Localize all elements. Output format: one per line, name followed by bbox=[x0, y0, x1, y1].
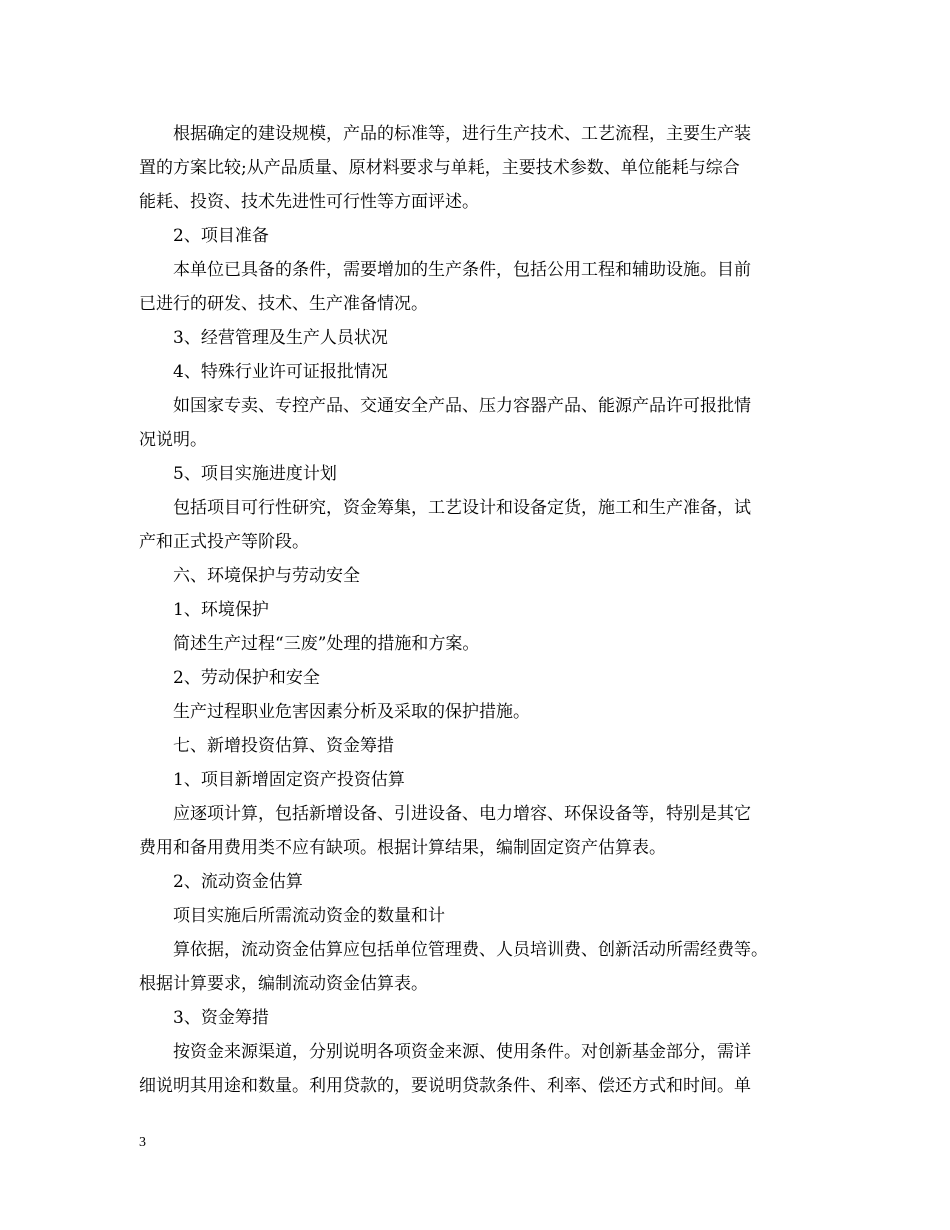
document-line: 2、流动资金估算 bbox=[173, 872, 303, 892]
document-line: 3、经营管理及生产人员状况 bbox=[173, 328, 388, 348]
document-paragraph bbox=[139, 1035, 823, 1103]
document-paragraph bbox=[139, 491, 823, 559]
document-line: 生产过程职业危害因素分析及采取的保护措施。 bbox=[173, 702, 530, 722]
document-paragraph bbox=[139, 933, 823, 1001]
document-paragraph bbox=[139, 253, 823, 321]
document-paragraph bbox=[139, 797, 823, 865]
paragraph-line: 费用和备用费用类不应有缺项。根据计算结果，编制固定资产估算表。 bbox=[139, 838, 666, 858]
document-line: 5、项目实施进度计划 bbox=[173, 464, 337, 484]
document-paragraph bbox=[139, 117, 823, 219]
document-line: 1、环境保护 bbox=[173, 600, 269, 620]
paragraph-line: 能耗、投资、技术先进性可行性等方面评述。 bbox=[139, 192, 479, 212]
document-line: 六、环境保护与劳动安全 bbox=[173, 566, 360, 586]
document-line: 项目实施后所需流动资金的数量和计 bbox=[173, 906, 445, 926]
document-body bbox=[139, 117, 823, 1103]
paragraph-line: 如国家专卖、专控产品、交通安全产品、压力容器产品、能源产品许可报批情 bbox=[173, 396, 751, 416]
page-number: 3 bbox=[139, 1135, 146, 1150]
paragraph-line: 包括项目可行性研究，资金筹集，工艺设计和设备定货，施工和生产准备，试 bbox=[173, 498, 751, 518]
document-line: 2、项目准备 bbox=[173, 226, 269, 246]
document-paragraph bbox=[139, 389, 823, 457]
paragraph-line: 置的方案比较;从产品质量、原材料要求与单耗，主要技术参数、单位能耗与综合 bbox=[139, 158, 740, 178]
paragraph-line: 况说明。 bbox=[139, 430, 207, 450]
paragraph-line: 根据确定的建设规模，产品的标准等，进行生产技术、工艺流程，主要生产装 bbox=[173, 124, 751, 144]
paragraph-line: 根据计算要求，编制流动资金估算表。 bbox=[139, 974, 428, 994]
document-line: 2、劳动保护和安全 bbox=[173, 668, 320, 688]
paragraph-line: 已进行的研发、技术、生产准备情况。 bbox=[139, 294, 428, 314]
document-line: 4、特殊行业许可证报批情况 bbox=[173, 362, 388, 382]
document-line: 1、项目新增固定资产投资估算 bbox=[173, 770, 405, 790]
document-line: 简述生产过程“三废”处理的措施和方案。 bbox=[173, 634, 480, 654]
paragraph-line: 按资金来源渠道，分别说明各项资金来源、使用条件。对创新基金部分，需详 bbox=[173, 1042, 751, 1062]
paragraph-line: 算依据，流动资金估算应包括单位管理费、人员培训费、创新活动所需经费等。 bbox=[173, 940, 768, 960]
document-line: 3、资金筹措 bbox=[173, 1008, 269, 1028]
paragraph-line: 细说明其用途和数量。利用贷款的，要说明贷款条件、利率、偿还方式和时间。单 bbox=[139, 1076, 751, 1096]
document-line: 七、新增投资估算、资金筹措 bbox=[173, 736, 394, 756]
paragraph-line: 产和正式投产等阶段。 bbox=[139, 532, 309, 552]
paragraph-line: 本单位已具备的条件，需要增加的生产条件，包括公用工程和辅助设施。目前 bbox=[173, 260, 751, 280]
paragraph-line: 应逐项计算，包括新增设备、引进设备、电力增容、环保设备等，特别是其它 bbox=[173, 804, 751, 824]
